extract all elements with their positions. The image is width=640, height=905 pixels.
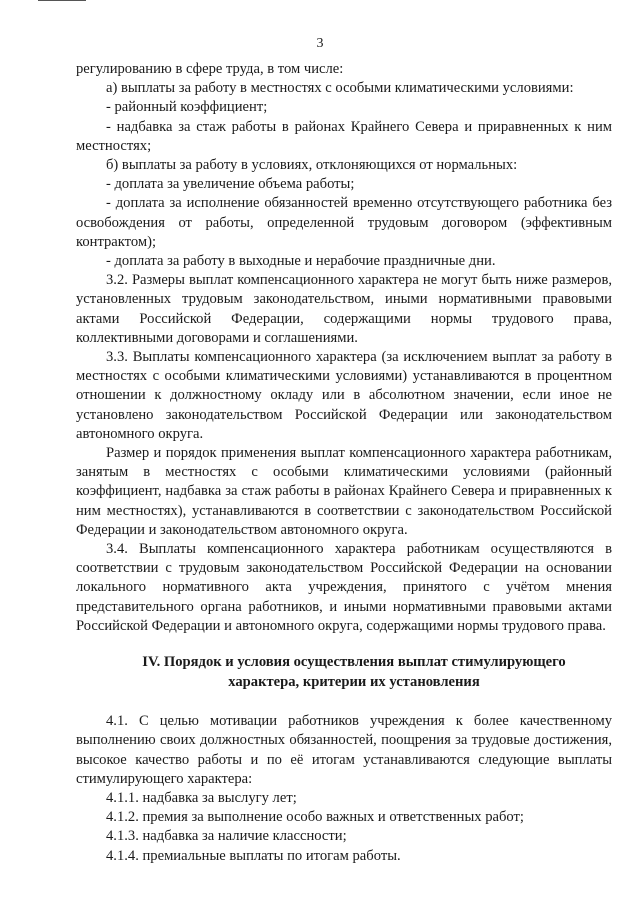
paragraph-4-1: 4.1. С целью мотивации работников учреждения к более качественному выполнению своих должностных обязанностей, поощрения за трудовые достижения, высокое качество работы и по её итогам устанавливаются следующие выплаты стимулирующего характера: — [76, 713, 612, 787]
paragraph-3-4: 3.4. Выплаты компенсационного характера работникам осуществляются в соответствии с трудовым законодательством Российской Федерации на основании локального нормативного акта учреждения, принятого с учётом мнения представительного органа работников, и иными нормативными правовыми актами Российской Федерации и автономного округа, содержащими нормы трудового права. — [76, 541, 612, 634]
paragraph-item-b: б) выплаты за работу в условиях, отклоняющихся от нормальных: — [106, 157, 518, 174]
paragraph-4-1-4: 4.1.4. премиальные выплаты по итогам работы. — [106, 847, 401, 864]
paragraph-3-3-procedure: Размер и порядок применения выплат компенсационного характера работникам, занятым в местностях с особыми климатическими условиями (районный коэффициент, надбавка за стаж работы в районах Крайнего Севера и приравненных к ним местностях), устанавливаются в соответствии с законодательством Российской Федерации и законодательством автономного округа. — [76, 445, 612, 538]
paragraph-4-1-3: 4.1.3. надбавка за наличие классности; — [106, 828, 347, 845]
paragraph-weekend-surcharge: - доплата за работу в выходные и нерабочие праздничные дни. — [106, 253, 496, 270]
paragraph-item-a: а) выплаты за работу в местностях с особыми климатическими условиями: — [106, 80, 574, 97]
section-heading-line2: характера, критерии их установления — [228, 673, 480, 690]
section-heading-line1: IV. Порядок и условия осуществления выплат стимулирующего — [142, 654, 566, 671]
paragraph-3-3: 3.3. Выплаты компенсационного характера (за исключением выплат за работу в местностях с особыми климатическими условиями) устанавливаются в процентном отношении к должностному окладу или в абсолютном значении, если иное не установлено законодательством Российской Федерации или законодательством автономного округа. — [76, 349, 612, 442]
page-number: 3 — [316, 36, 324, 51]
paragraph-district-coefficient: - районный коэффициент; — [106, 99, 268, 116]
paragraph-3-2: 3.2. Размеры выплат компенсационного характера не могут быть ниже размеров, установленных трудовым законодательством, иными нормативными правовыми актами Российской Федерации, содержащими нормы трудового права, коллективными договорами и соглашениями. — [76, 272, 612, 346]
paragraph-absent-worker-surcharge: - доплата за исполнение обязанностей временно отсутствующего работника без освобождения от работы, определенной трудовым договором (эффективным контрактом); — [76, 195, 612, 250]
paragraph-north-allowance: - надбавка за стаж работы в районах Крайнего Севера и приравненных к ним местностях; — [76, 118, 612, 154]
paragraph-volume-surcharge: - доплата за увеличение объема работы; — [106, 176, 355, 193]
paragraph-intro: регулированию в сфере труда, в том числе: — [76, 61, 344, 77]
document-body — [76, 60, 612, 866]
paragraph-4-1-1: 4.1.1. надбавка за выслугу лет; — [106, 789, 297, 806]
paragraph-4-1-2: 4.1.2. премия за выполнение особо важных и ответственных работ; — [106, 809, 524, 826]
